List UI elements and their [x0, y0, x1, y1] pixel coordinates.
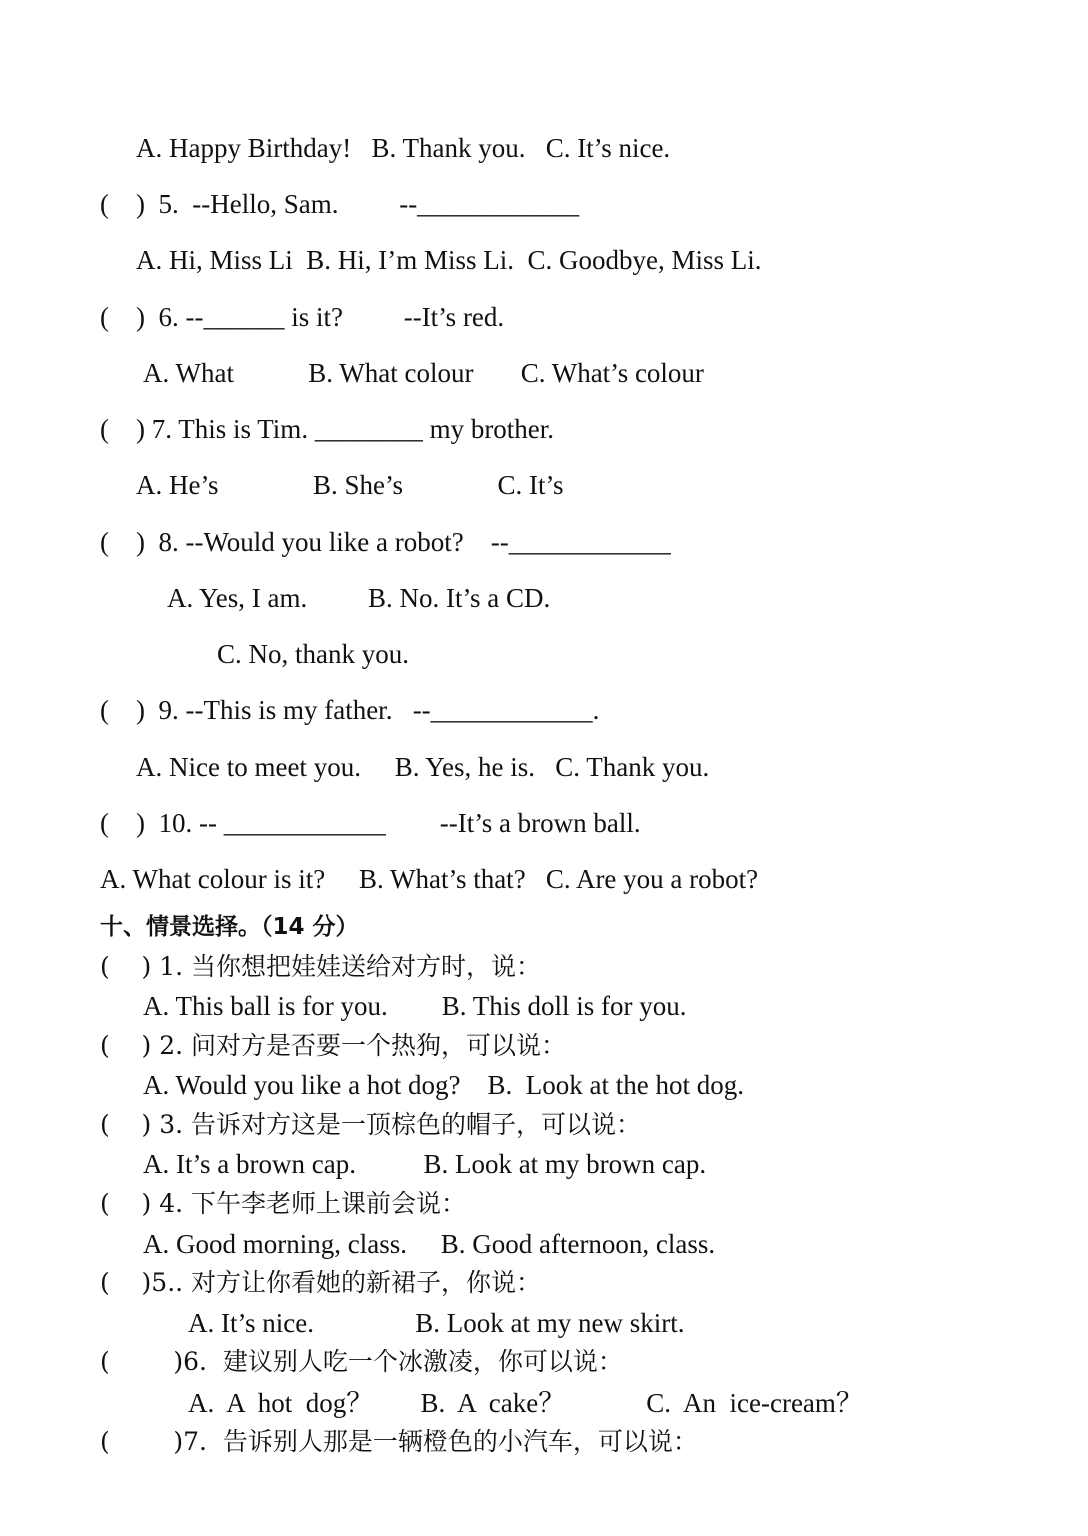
s10-q5-stem: ( )5.. 对方让你看她的新裙子，你说： [100, 1268, 542, 1297]
section-heading: 十、情景选择。（14 分） [100, 914, 359, 940]
q5-stem: ( ) 5. --Hello, Sam. --____________ [100, 189, 580, 219]
q4-options: A. Happy Birthday! B. Thank you. C. It’s nice. [136, 133, 671, 163]
q6-stem: ( ) 6. --______ is it? --It’s red. [100, 302, 505, 332]
q10-options: A. What colour is it? B. What’s that? C. Are you a robot? [100, 864, 759, 894]
q8-options-ab: A. Yes, I am. B. No. It’s a CD. [167, 583, 551, 613]
q7-options: A. He’s B. She’s C. It’s [136, 470, 564, 500]
s10-q5-options: A. It’s nice. B. Look at my new skirt. [188, 1308, 685, 1338]
s10-q6-stem: ( )6. 建议别人吃一个冰激凌，你可以说： [100, 1347, 623, 1376]
s10-q3-stem: ( ) 3. 告诉对方这是一顶棕色的帽子，可以说： [100, 1110, 642, 1139]
s10-q3-options: A. It’s a brown cap. B. Look at my brown cap. [143, 1149, 707, 1179]
q9-options: A. Nice to meet you. B. Yes, he is. C. Thank you. [136, 752, 710, 782]
q8-option-c: C. No, thank you. [217, 639, 409, 669]
s10-q4-options: A. Good morning, class. B. Good afternoon, class. [143, 1229, 716, 1259]
s10-q7-stem: ( )7. 告诉别人那是一辆橙色的小汽车，可以说： [100, 1427, 698, 1456]
s10-q4-stem: ( ) 4. 下午李老师上课前会说： [100, 1189, 467, 1218]
q7-stem: ( ) 7. This is Tim. ________ my brother. [100, 414, 555, 444]
q10-stem: ( ) 10. -- ____________ --It’s a brown ball. [100, 808, 641, 838]
s10-q1-stem: ( ) 1. 当你想把娃娃送给对方时，说： [100, 952, 542, 981]
s10-q2-stem: ( ) 2. 问对方是否要一个热狗，可以说： [100, 1031, 567, 1060]
q5-options: A. Hi, Miss Li B. Hi, I’m Miss Li. C. Goodbye, Miss Li. [136, 245, 762, 275]
s10-q6-options: A. A hot dog？ B. A cake？ C. An ice-cream？ [188, 1388, 863, 1418]
q8-stem: ( ) 8. --Would you like a robot? --____________ [100, 527, 671, 557]
q9-stem: ( ) 9. --This is my father. --____________. [100, 695, 600, 725]
s10-q2-options: A. Would you like a hot dog? B. Look at the hot dog. [143, 1070, 745, 1100]
q6-options: A. What B. What colour C. What’s colour [143, 358, 704, 388]
s10-q1-options: A. This ball is for you. B. This doll is for you. [143, 991, 687, 1021]
